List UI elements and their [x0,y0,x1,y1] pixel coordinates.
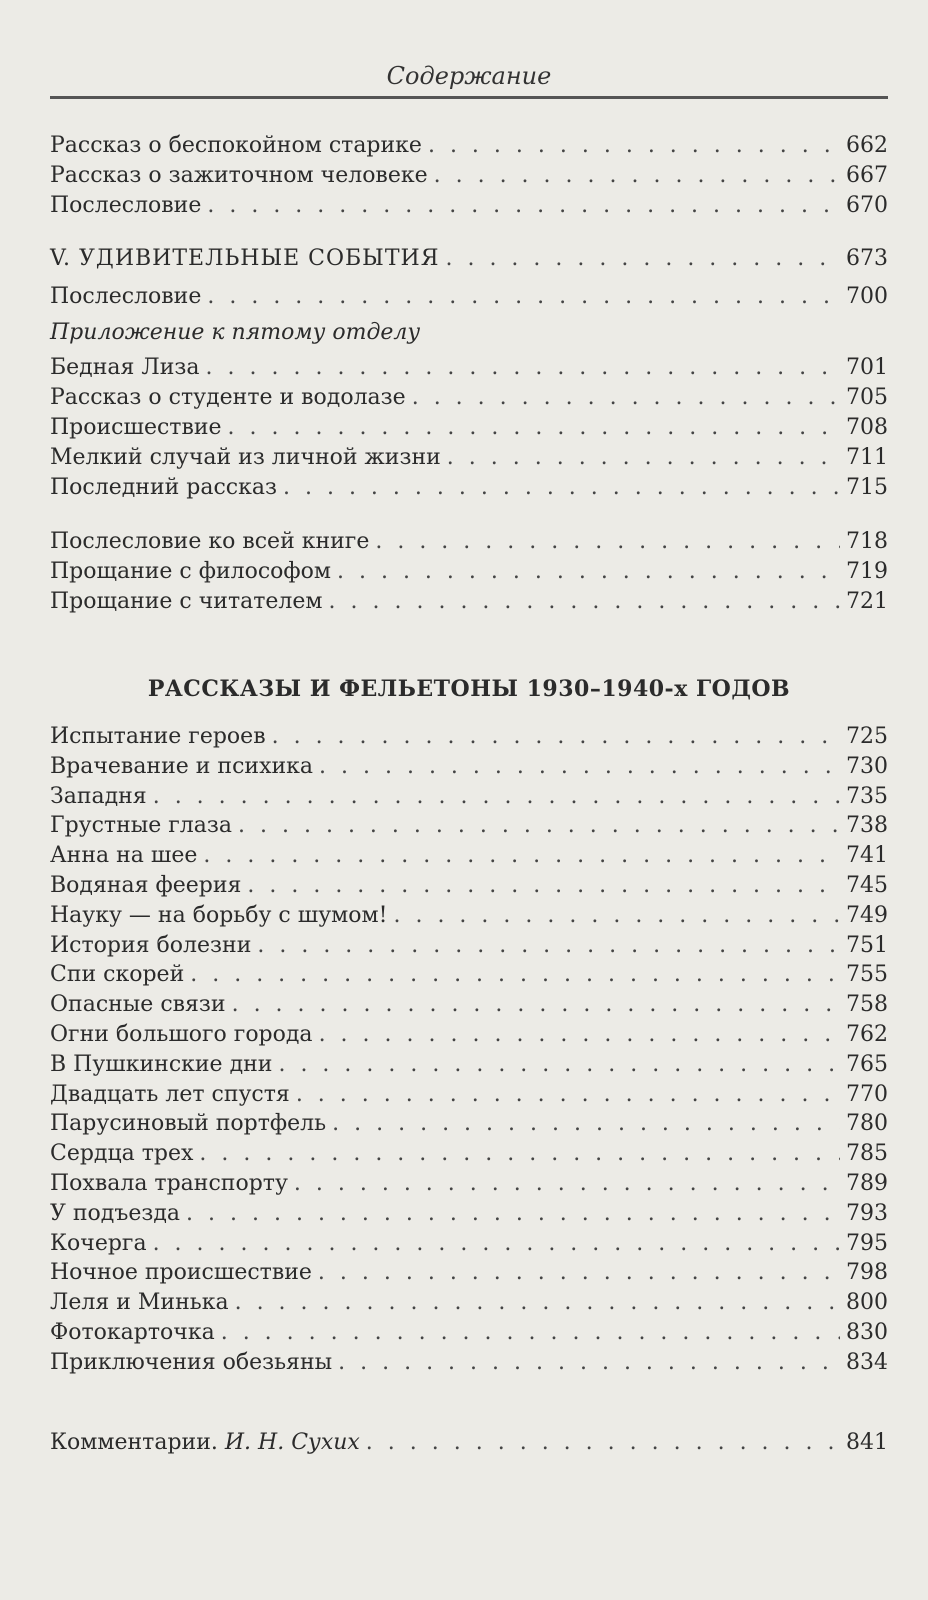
leader-dots [318,1258,840,1288]
toc-entry-page: 830 [846,1320,888,1345]
toc-entry-page: 718 [846,529,888,554]
toc-entry [50,1318,888,1348]
toc-entry [50,353,888,383]
leader-dots [272,722,840,752]
toc-entry [50,282,888,312]
leader-dots [294,1169,840,1199]
appendix-heading: Приложение к пятому отделу [50,320,421,345]
leader-dots [235,1288,840,1318]
toc-entry-page: 700 [846,284,888,309]
leader-dots [412,383,840,413]
leader-dots [203,841,840,871]
leader-dots [247,871,840,901]
section-page: 673 [846,246,888,271]
toc-entry [50,1229,888,1259]
toc-entry-title: Анна на шее [50,843,198,868]
toc-entry [50,131,888,161]
toc-entry-page: 789 [846,1171,888,1196]
toc-entry-title: Послесловие ко всей книге [50,529,370,554]
toc-entry-title: Парусиновый портфель [50,1111,327,1136]
toc-entry-title: Опасные связи [50,992,226,1017]
toc-entry [50,960,888,990]
toc-entry-page: 705 [846,385,888,410]
toc-entry [50,473,888,503]
toc-entry-page: 795 [846,1231,888,1256]
toc-entry-title: Последний рассказ [50,475,277,500]
toc-entry [50,413,888,443]
toc-entry [50,1348,888,1378]
leader-dots [153,1229,840,1259]
toc-entry-title: Рассказ о беспокойном старике [50,133,422,158]
leader-dots [221,1318,840,1348]
toc-entry-page: 735 [846,784,888,809]
toc-entry-page: 755 [846,962,888,987]
toc-entry-page: 701 [846,355,888,380]
toc-entry-title: Ночное происшествие [50,1260,312,1285]
toc-entry [50,990,888,1020]
section-title: V. УДИВИТЕЛЬНЫЕ СОБЫТИЯ [50,246,440,271]
commentary-author: И. Н. Сухих [224,1430,360,1455]
toc-entry-title: Грустные глаза [50,813,233,838]
toc-entry-title: Водяная феерия [50,873,242,898]
toc-entry-title: Двадцать лет спустя [50,1082,290,1107]
toc-entry-title: У подъезда [50,1201,181,1226]
header-rule [50,96,888,99]
leader-dots [296,1080,840,1110]
toc-entry [50,752,888,782]
running-title: Содержание [386,62,552,90]
toc-entry-title: Рассказ о зажиточном человеке [50,163,428,188]
toc-entry [50,383,888,413]
toc-entry-page: 730 [846,754,888,779]
toc-entry [50,1020,888,1050]
leader-dots [332,1109,840,1139]
leader-dots [447,443,840,473]
toc-entry [50,871,888,901]
toc-entry-page: 725 [846,724,888,749]
toc-entry [50,1139,888,1169]
leader-dots [283,473,840,503]
toc-entry-page: 708 [846,415,888,440]
part-heading: РАССКАЗЫ И ФЕЛЬЕТОНЫ 1930–1940-х ГОДОВ [147,676,791,702]
toc-entry-title: Послесловие [50,193,202,218]
toc-entry [50,191,888,221]
toc-entry [50,841,888,871]
leader-dots [375,527,840,557]
toc-entry-page: 793 [846,1201,888,1226]
toc-entry-page: 721 [846,589,888,614]
toc-entry-title: Сердца трех [50,1141,194,1166]
leader-dots [393,901,840,931]
toc-entry [50,443,888,473]
toc-entry-title: Прощание с философом [50,559,331,584]
toc-entry-page: 715 [846,475,888,500]
toc-entry-page: 834 [846,1350,888,1375]
toc-entry-title: Испытание героев [50,724,266,749]
toc-entry-title: Леля и Минька [50,1290,229,1315]
commentary-title [50,1428,360,1458]
toc-entry [50,1258,888,1288]
toc-entry-title: В Пушкинские дни [50,1052,273,1077]
toc-entry-page: 780 [846,1111,888,1136]
leader-dots [190,960,840,990]
toc-entry [50,527,888,557]
toc-entry [50,931,888,961]
toc-entry-page: 770 [846,1082,888,1107]
commentary-label: Комментарии. [50,1430,218,1455]
toc-entry-page: 762 [846,1022,888,1047]
leader-dots [206,353,840,383]
toc-entry [50,782,888,812]
toc-entry [50,811,888,841]
toc-entry-page: 758 [846,992,888,1017]
toc-entry [50,161,888,191]
toc-entry-title: Огни большого города [50,1022,313,1047]
leader-dots [199,1139,840,1169]
section-entry [50,244,888,274]
toc-entry [50,1169,888,1199]
leader-dots [338,1348,840,1378]
toc-entry-title: Приключения обезьяны [50,1350,333,1375]
leader-dots [434,161,840,191]
toc-entry-title: Врачевание и психика [50,754,314,779]
leader-dots [337,557,840,587]
toc-entry-title: Происшествие [50,415,222,440]
leader-dots [228,413,840,443]
toc-entry-title: Рассказ о студенте и водолазе [50,385,406,410]
toc-entry-page: 800 [846,1290,888,1315]
toc-entry [50,1199,888,1229]
leader-dots [207,191,840,221]
leader-dots [445,244,840,274]
toc-entry-title: Кочерга [50,1231,147,1256]
leader-dots [329,587,840,617]
toc-entry-title: Спи скорей [50,962,185,987]
leader-dots [278,1050,840,1080]
toc-entry-title: Науку — на борьбу с шумом! [50,903,388,928]
toc-entry-page: 785 [846,1141,888,1166]
toc-entry [50,1288,888,1318]
toc-entry [50,1050,888,1080]
commentary-entry [50,1428,888,1458]
toc-entry-title: Бедная Лиза [50,355,200,380]
toc-entry-page: 667 [846,163,888,188]
toc-entry-title: История болезни [50,933,252,958]
toc-entry-page: 719 [846,559,888,584]
toc-entry-title: Прощание с читателем [50,589,323,614]
toc-entry-page: 662 [846,133,888,158]
commentary-page: 841 [846,1430,888,1455]
leader-dots [186,1199,840,1229]
toc-entry-page: 751 [846,933,888,958]
leader-dots [319,752,840,782]
toc-entry-page: 738 [846,813,888,838]
toc-entry [50,587,888,617]
leader-dots [207,282,840,312]
toc-entry-page: 745 [846,873,888,898]
leader-dots [238,811,840,841]
leader-dots [366,1428,840,1458]
toc-entry [50,1080,888,1110]
toc-entry-title: Похвала транспорту [50,1171,288,1196]
toc-entry-page: 798 [846,1260,888,1285]
toc-entry-page: 741 [846,843,888,868]
leader-dots [319,1020,840,1050]
toc-entry [50,1109,888,1139]
leader-dots [257,931,840,961]
toc-entry [50,901,888,931]
leader-dots [153,782,840,812]
toc-entry-title: Западня [50,784,147,809]
toc-entry [50,557,888,587]
toc-entry-title: Послесловие [50,284,202,309]
toc-entry-title: Мелкий случай из личной жизни [50,445,441,470]
toc-entry-page: 670 [846,193,888,218]
toc-entry-page: 749 [846,903,888,928]
leader-dots [232,990,840,1020]
toc-entry-title: Фотокарточка [50,1320,215,1345]
toc-entry [50,722,888,752]
toc-entry-page: 711 [846,445,888,470]
toc-entry-page: 765 [846,1052,888,1077]
leader-dots [428,131,840,161]
